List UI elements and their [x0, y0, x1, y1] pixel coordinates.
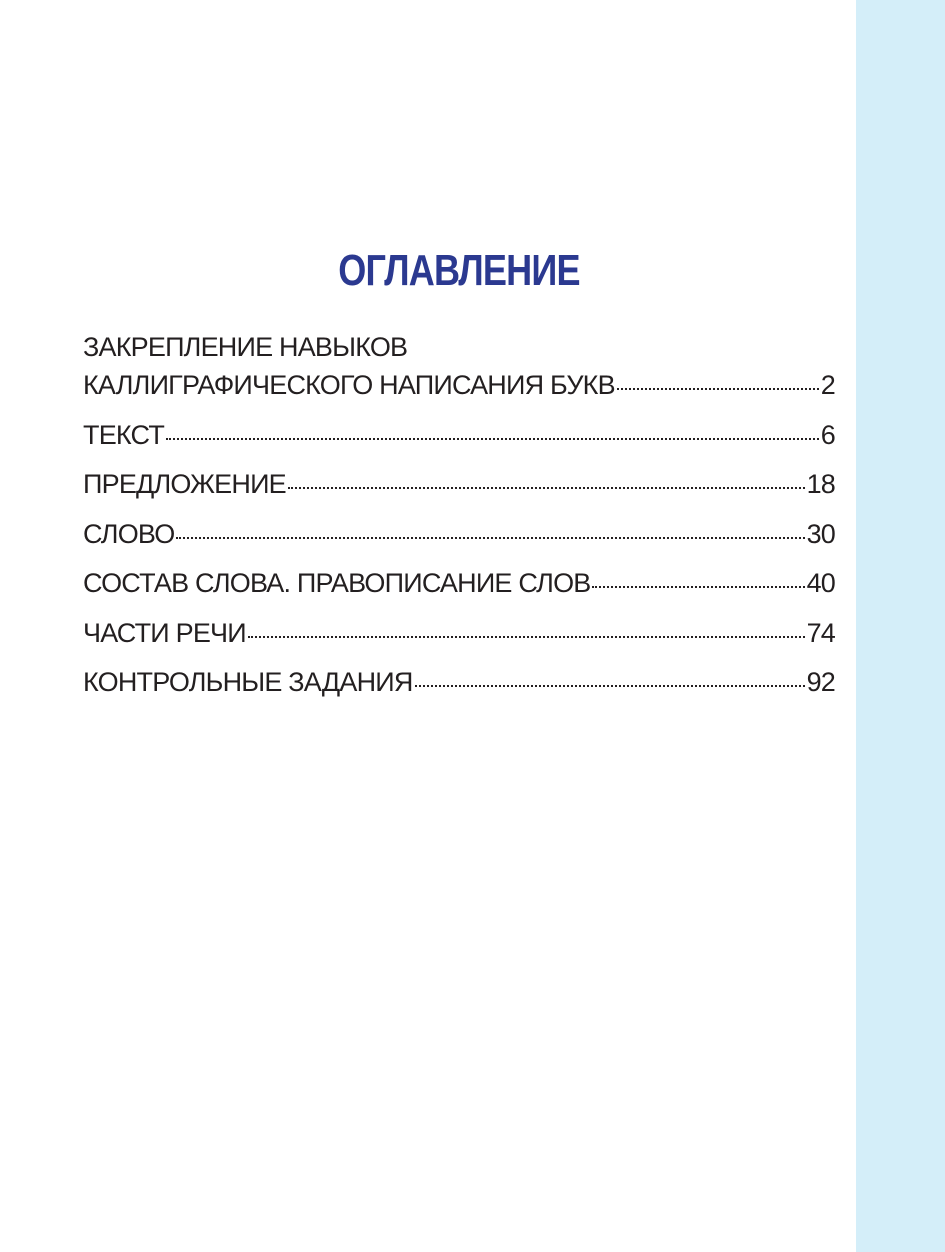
toc-entry-page: 18 [806, 469, 835, 499]
toc-entry-page: 6 [820, 419, 835, 450]
toc-entry[interactable] [83, 515, 835, 553]
toc-entry[interactable] [83, 416, 835, 454]
toc-entry-label: СЛОВО [83, 518, 175, 549]
toc-entry-page: 2 [820, 370, 835, 400]
dot-leader [415, 684, 805, 687]
toc-entry-page: 74 [806, 617, 835, 648]
dot-leader [592, 585, 804, 588]
toc-entry-page: 40 [806, 568, 835, 598]
toc-entry-line: ЗАКРЕПЛЕНИЕ НАВЫКОВ [83, 332, 408, 362]
toc-entry-label: ЧАСТИ РЕЧИ [83, 617, 246, 648]
toc-entry-label: КАЛЛИГРАФИЧЕСКОГО НАПИСАНИЯ БУКВ [83, 370, 615, 400]
dot-leader [166, 437, 819, 440]
dot-leader [176, 536, 804, 539]
toc-entry-page: 30 [806, 518, 835, 549]
toc-entry-label: СОСТАВ СЛОВА. ПРАВОПИСАНИЕ СЛОВ [83, 568, 591, 598]
dot-leader [248, 635, 805, 638]
toc-entry-label: КОНТРОЛЬНЫЕ ЗАДАНИЯ [83, 667, 413, 697]
toc-entry[interactable] [83, 663, 835, 701]
toc-entry[interactable] [83, 564, 835, 602]
toc-entries [83, 328, 835, 713]
dot-leader [288, 486, 805, 489]
toc-entry[interactable] [83, 614, 835, 652]
toc-entry-page: 92 [806, 667, 835, 697]
toc-entry-label: ПРЕДЛОЖЕНИЕ [83, 469, 286, 499]
dot-leader [617, 387, 819, 390]
toc-entry-label: ТЕКСТ [83, 419, 165, 450]
side-band [856, 0, 945, 1252]
toc-entry[interactable] [83, 366, 835, 404]
toc-entry[interactable] [83, 465, 835, 503]
page-title: ОГЛАВЛЕНИЕ [338, 246, 580, 295]
